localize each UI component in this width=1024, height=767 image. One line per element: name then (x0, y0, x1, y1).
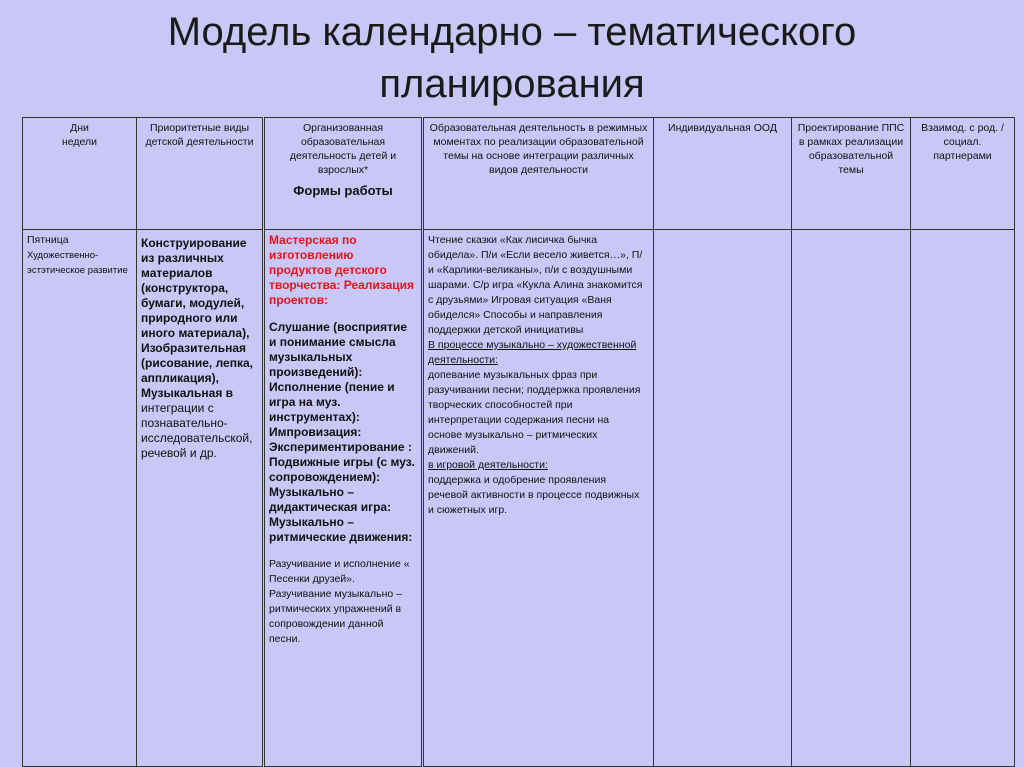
header-forms: Формы работы (293, 183, 393, 198)
edu-paragraph-2: допевание музыкальных фраз при разучивании песни; поддержка проявления творческих способностей при интерпретации содержания песни на основе музыкально – ритмических движений. (428, 369, 641, 456)
header-days (23, 118, 137, 230)
title-line-2: планирования (379, 62, 645, 106)
day-name: Пятница (27, 234, 69, 246)
header-days-line2: недели (61, 136, 98, 148)
header-individual: Индивидуальная ООД (654, 118, 792, 230)
slide-title (0, 6, 1024, 110)
header-priority: Приоритетные виды детской деятельности (137, 118, 264, 230)
cell-design (792, 230, 911, 767)
cell-individual (654, 230, 792, 767)
workshop-text: Мастерская по изготовлению продуктов детского творчества: Реализация проектов: (269, 233, 415, 307)
edu-paragraph-1: Чтение сказки «Как лисичка бычка обидела». П/и «Если весело живется…», П/и «Карлики-великаны», п/и с воздушными шарами. С/р игра «Кукла Алина знакомится с друзьями» Игровая ситуация «Ваня обиделся» Способы и направления поддержки детской инициативы (428, 234, 643, 336)
priority-rest-text: интеграции с познавательно-исследовательской, речевой и др. (141, 401, 253, 460)
forms-bold-text: Слушание (восприятие и понимание смысла музыкальных произведений): Исполнение (пение и игра на муз. инструментах): Импровизация: Экспериментирование : Подвижные игры (с муз. сопровождением): Музыкально – дидактическая игра: Музыкально – ритмические движения: (269, 320, 416, 544)
header-educational: Образовательная деятельность в режимных моментах по реализации образовательной темы на основе интеграции различных видов деятельности (423, 118, 654, 230)
priority-bold-text: Конструирование из различных материалов (конструктора, бумаги, модулей, природного или иного материала), Изобразительная (рисование, лепка, аппликация), Музыкальная в (141, 236, 253, 400)
planning-table (22, 117, 1015, 767)
header-days-line1: Дни (70, 122, 89, 134)
cell-interaction (911, 230, 1015, 767)
edu-underlined-2: в игровой деятельности: (428, 459, 548, 471)
education-area: Художественно-эстэтическое развитие (27, 250, 128, 276)
edu-paragraph-3: поддержка и одобрение проявления речевой активности в процессе подвижных и сюжетных игр. (428, 474, 640, 516)
cell-day (23, 230, 137, 767)
cell-organized (264, 230, 423, 767)
table-row-friday (23, 230, 1015, 767)
forms-note-text: Разучивание и исполнение « Песенки друзей». Разучивание музыкально – ритмических упражнений в сопровождении данной песни. (269, 558, 410, 645)
header-interaction: Взаимод. с род. / социал. партнерами (911, 118, 1015, 230)
cell-priority (137, 230, 264, 767)
header-design: Проектирование ППС в рамках реализации образовательной темы (792, 118, 911, 230)
header-organized (264, 118, 423, 230)
title-line-1: Модель календарно – тематического (167, 10, 857, 54)
cell-educational (423, 230, 654, 767)
edu-underlined-1: В процессе музыкально – художественной деятельности: (428, 339, 637, 366)
header-organized-text: Организованная образовательная деятельность детей и взрослых* (289, 122, 397, 176)
table-header-row (23, 118, 1015, 230)
